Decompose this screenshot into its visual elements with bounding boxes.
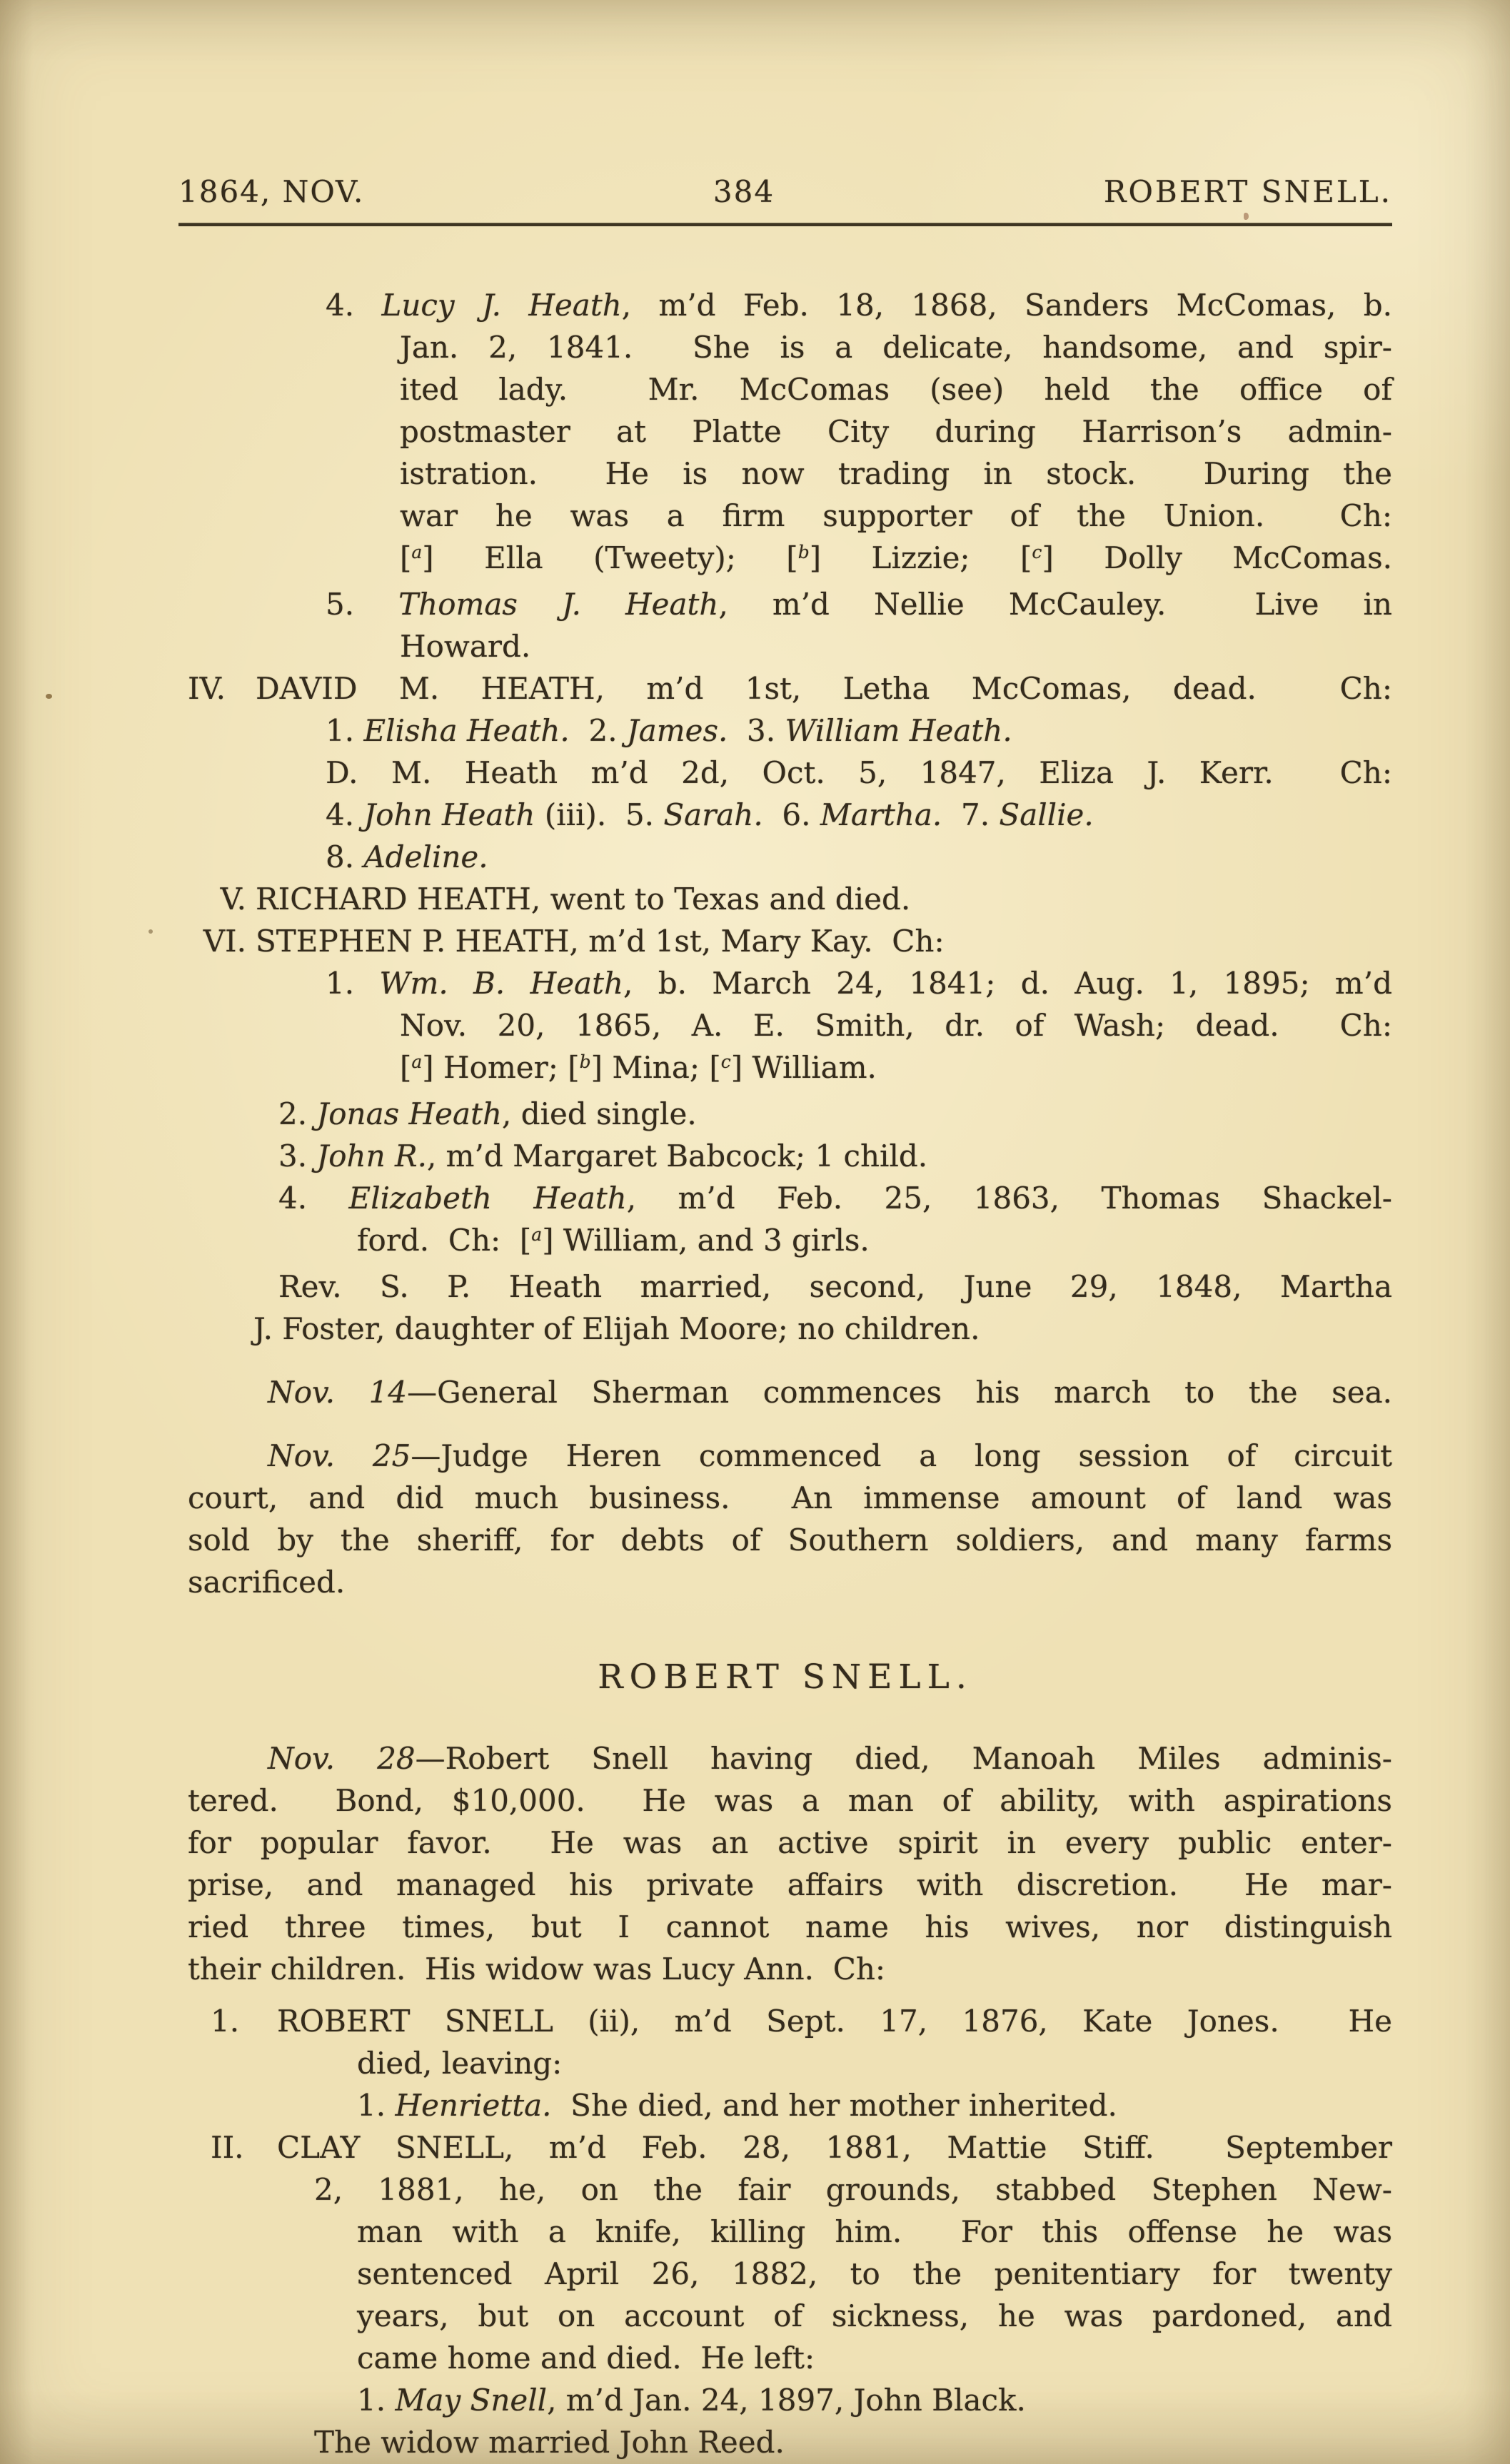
text-line: 1. Henrietta. She died, and her mother inherited. (357, 2088, 1117, 2123)
text-line: 2. Jonas Heath, died single. (278, 1096, 697, 1131)
text-line: ried three times, but I cannot name his wives, nor distinguish (188, 1909, 1392, 1944)
text-line: istration. He is now trading in stock. During the (400, 456, 1392, 491)
text-line: Howard. (400, 629, 531, 664)
text-line: IV. DAVID M. HEATH, m’d 1st, Letha McComas, dead. Ch: (188, 671, 1392, 706)
text-line: Nov. 20, 1865, A. E. Smith, dr. of Wash; dead. Ch: (400, 1008, 1392, 1043)
paper-speck (149, 929, 153, 934)
text-line: came home and died. He left: (357, 2341, 815, 2375)
text-line: their children. His widow was Lucy Ann. Ch: (188, 1951, 886, 1986)
ink-mark (1244, 213, 1249, 220)
text-line: sentenced April 26, 1882, to the penitentiary for twenty (357, 2256, 1392, 2291)
header-rule (178, 223, 1392, 226)
text-line: 1. Wm. B. Heath, b. March 24, 1841; d. Aug. 1, 1895; m’d (326, 966, 1392, 1001)
running-header (178, 174, 1392, 210)
text-line: II. CLAY SNELL, m’d Feb. 28, 1881, Mattie Stiff. September (211, 2130, 1392, 2165)
text-line: years, but on account of sickness, he was pardoned, and (357, 2298, 1392, 2333)
text-line: sold by the sheriff, for debts of Southern soldiers, and many farms (188, 1523, 1392, 1557)
text-line: [$^a$] Ella (Tweety); [$^b$] Lizzie; [$^c$] Dolly McComas. (400, 540, 1393, 575)
text-line: 1. May Snell, m’d Jan. 24, 1897, John Black. (357, 2383, 1026, 2418)
text-line: 3. John R., m’d Margaret Babcock; 1 child. (278, 1138, 928, 1173)
text-line: 4. John Heath (iii). 5. Sarah. 6. Martha. 7. Sallie. (326, 797, 1094, 832)
text-line: D. M. Heath m’d 2d, Oct. 5, 1847, Eliza J. Kerr. Ch: (326, 755, 1392, 790)
text-line: Nov. 14—General Sherman commences his march to the sea. (268, 1375, 1392, 1410)
text-line: ited lady. Mr. McComas (see) held the office of (400, 372, 1392, 407)
text-line: 4. Lucy J. Heath, m’d Feb. 18, 1868, Sanders McComas, b. (326, 288, 1392, 323)
text-line: tered. Bond, $10,000. He was a man of ability, with aspirations (188, 1783, 1392, 1818)
text-line: 1. Elisha Heath. 2. James. 3. William Heath. (326, 713, 1012, 748)
text-line: Nov. 25—Judge Heren commenced a long session of circuit (268, 1438, 1392, 1473)
text-line: The widow married John Reed. (314, 2425, 785, 2460)
text-line: 2, 1881, he, on the fair grounds, stabbed Stephen New- (314, 2172, 1392, 2207)
page-body (178, 284, 1392, 2463)
body-lines-bottom (178, 1737, 1392, 2463)
text-line: sacrificed. (188, 1565, 346, 1600)
text-line: for popular favor. He was an active spirit in every public enter- (188, 1825, 1392, 1860)
text-line: Nov. 28—Robert Snell having died, Manoah Miles adminis- (268, 1741, 1392, 1776)
running-header-date: 1864, NOV. (178, 174, 365, 209)
paper-speck (46, 694, 52, 699)
text-line: Rev. S. P. Heath married, second, June 29, 1848, Martha (278, 1269, 1392, 1304)
text-line: man with a knife, killing him. For this offense he was (357, 2214, 1392, 2249)
text-line: 1. ROBERT SNELL (ii), m’d Sept. 17, 1876, Kate Jones. He (211, 2004, 1392, 2039)
text-line: V. RICHARD HEATH, went to Texas and died. (220, 882, 911, 917)
page-number: 384 (713, 174, 775, 209)
text-line: postmaster at Platte City during Harrison’s admin- (400, 414, 1392, 449)
text-line: [$^a$] Homer; [$^b$] Mina; [$^c$] William. (400, 1050, 877, 1085)
text-line: Jan. 2, 1841. She is a delicate, handsome, and spir- (400, 330, 1392, 365)
text-line: 4. Elizabeth Heath, m’d Feb. 25, 1863, Thomas Shackel- (278, 1181, 1392, 1216)
text-line: 5. Thomas J. Heath, m’d Nellie McCauley. Live in (326, 587, 1392, 622)
text-line: court, and did much business. An immense amount of land was (188, 1480, 1392, 1515)
text-line: 8. Adeline. (326, 839, 488, 874)
text-line: J. Foster, daughter of Elijah Moore; no children. (253, 1311, 980, 1346)
section-heading: ROBERT SNELL. (598, 1657, 973, 1697)
text-line: VI. STEPHEN P. HEATH, m’d 1st, Mary Kay. Ch: (203, 924, 945, 959)
text-line: war he was a firm supporter of the Union. Ch: (400, 498, 1392, 533)
text-line: prise, and managed his private affairs with discretion. He mar- (188, 1867, 1392, 1902)
text-line: ford. Ch: [$^a$] William, and 3 girls. (357, 1223, 870, 1258)
text-line: died, leaving: (357, 2046, 563, 2081)
body-lines-top (178, 284, 1392, 1603)
running-header-title: ROBERT SNELL. (1103, 174, 1392, 209)
